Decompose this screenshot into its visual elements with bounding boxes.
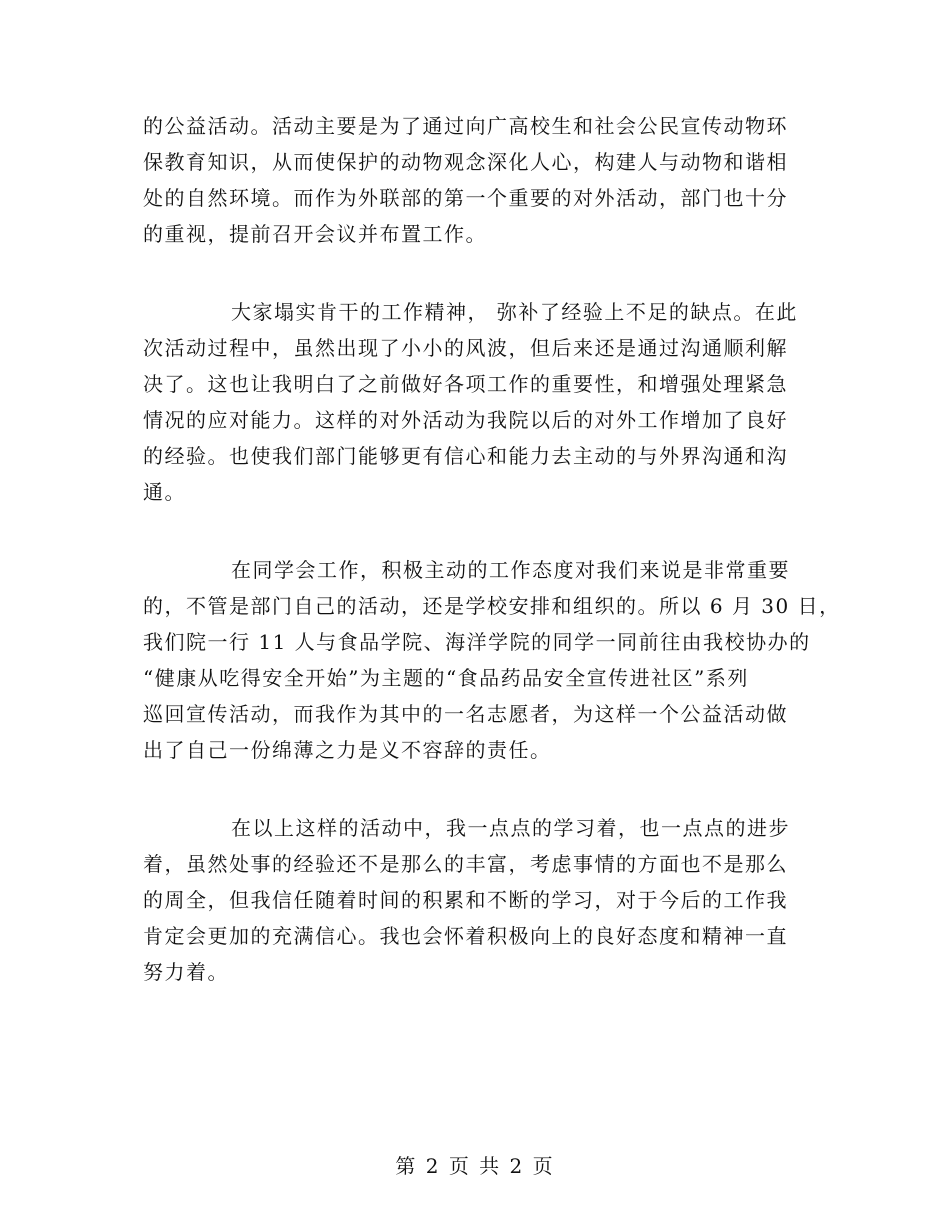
text-line: 着，虽然处事的经验还不是那么的丰富，考虑事情的方面也不是那么 [143, 852, 788, 876]
paragraph-spacer [143, 252, 807, 294]
paragraph-spacer [143, 768, 807, 810]
text-line: 的周全，但我信任随着时间的积累和不断的学习，对于今后的工作我 [143, 888, 788, 912]
text-line: 努力着。 [143, 960, 229, 984]
text-line: 在同学会工作，积极主动的工作态度对我们来说是非常重要 [231, 558, 790, 582]
text-line: 的经验。也使我们部门能够更有信心和能力去主动的与外界沟通和沟 [143, 444, 788, 468]
page-number-footer: 第 2 页 共 2 页 [395, 1154, 555, 1178]
text-line: 的公益活动。活动主要是为了通过向广高校生和社会公民宣传动物环 [143, 114, 788, 138]
document-body [143, 108, 841, 990]
text-line: 处的自然环境。而作为外联部的第一个重要的对外活动，部门也十分 [143, 186, 788, 210]
text-line: 保教育知识，从而使保护的动物观念深化人心，构建人与动物和谐相 [143, 150, 788, 174]
text-line: 大家塌实肯干的工作精神， 弥补了经验上不足的缺点。在此 [231, 300, 798, 324]
paragraph-1 [143, 108, 807, 252]
text-line: 的重视，提前召开会议并布置工作。 [143, 222, 487, 246]
text-line: 通。 [143, 480, 186, 504]
text-line: 巡回宣传活动，而我作为其中的一名志愿者，为这样一个公益活动做 [143, 702, 788, 726]
paragraph-2 [143, 294, 807, 510]
text-line: 决了。这也让我明白了之前做好各项工作的重要性，和增强处理紧急 [143, 372, 788, 396]
text-line: 次活动过程中，虽然出现了小小的风波，但后来还是通过沟通顺利解 [143, 336, 788, 360]
text-line: 我们院一行 11 人与食品学院、海洋学院的同学一同前往由我校协办的 [143, 630, 811, 654]
paragraph-4 [143, 810, 807, 990]
text-line: 在以上这样的活动中，我一点点的学习着，也一点点的进步 [231, 816, 790, 840]
text-line: 情况的应对能力。这样的对外活动为我院以后的对外工作增加了良好 [143, 408, 788, 432]
text-line: 肯定会更加的充满信心。我也会怀着积极向上的良好态度和精神一直 [143, 924, 788, 948]
text-line: 出了自己一份绵薄之力是义不容辞的责任。 [143, 738, 552, 762]
text-line: 的，不管是部门自己的活动，还是学校安排和组织的。所以 6 月 30 日， [143, 594, 841, 618]
text-line: “健康从吃得安全开始”为主题的“食品药品安全宣传进社区”系列 [143, 666, 749, 690]
paragraph-spacer [143, 510, 807, 552]
paragraph-3 [143, 552, 841, 768]
